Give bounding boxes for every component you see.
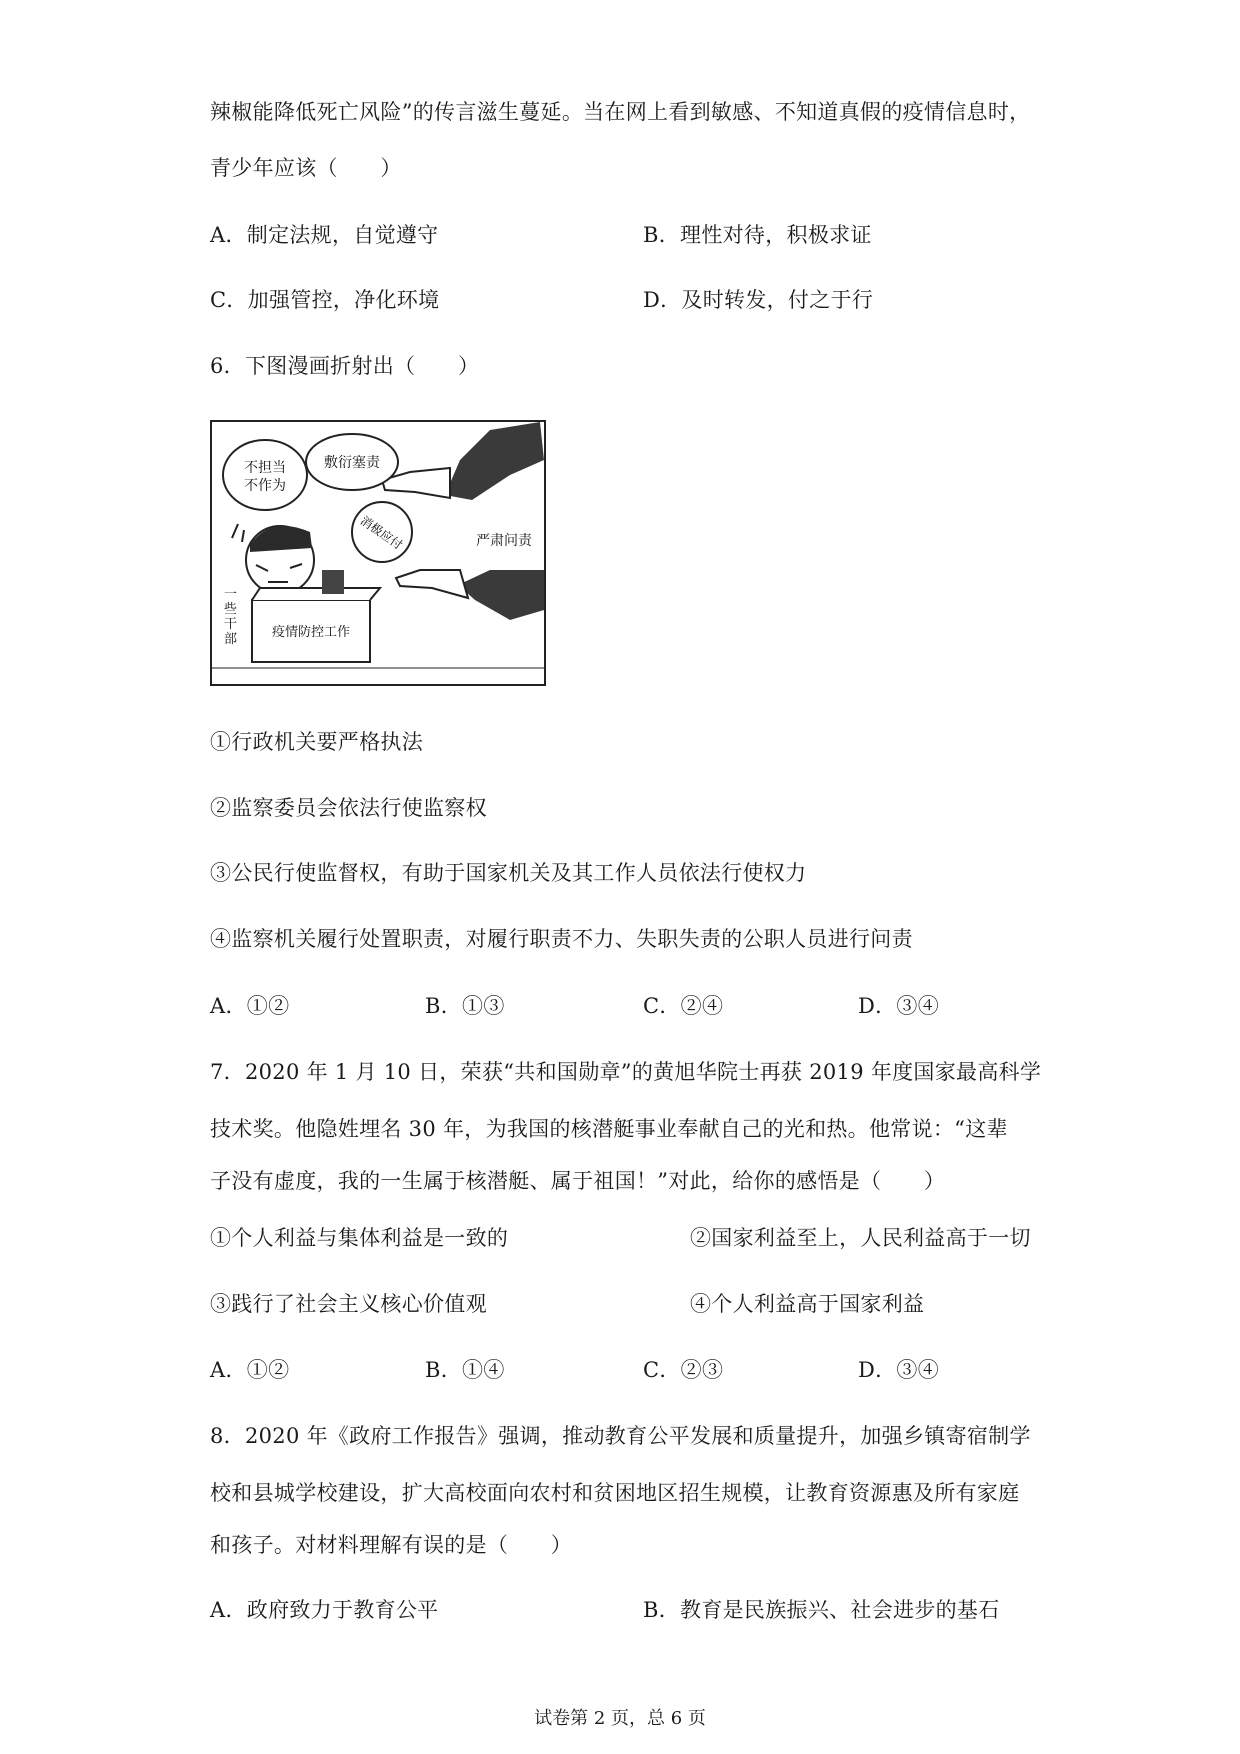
q8-option-b: B．教育是民族振兴、社会进步的基石 — [643, 1598, 1000, 1622]
q5-stem-line1: 辣椒能降低死亡风险”的传言滋生蔓延。当在网上看到敏感、不知道真假的疫情信息时， — [210, 100, 1031, 124]
q5-option-b: B．理性对待，积极求证 — [643, 223, 872, 247]
q8-stem-line3: 和孩子。对材料理解有误的是（ ） — [210, 1533, 573, 1557]
side-label: 一 些 干 部 — [224, 587, 238, 647]
cartoon-image — [210, 420, 546, 686]
svg-text:不作为: 不作为 — [244, 478, 286, 494]
q6-item-4: ④监察机关履行处置职责，对履行职责不力、失职失责的公职人员进行问责 — [210, 927, 913, 951]
hand-label: 严肃问责 — [476, 533, 532, 549]
bubble-label-1: 不担当 — [244, 460, 286, 476]
bubble-label-2: 敷衍塞责 — [324, 455, 380, 471]
q7-item-3: ③践行了社会主义核心价值观 — [210, 1292, 487, 1316]
q5-option-c: C．加强管控，净化环境 — [210, 288, 440, 312]
page-footer: 试卷第 2 页，总 6 页 — [534, 1708, 706, 1729]
q7-stem-line2: 技术奖。他隐姓埋名 30 年，为我国的核潜艇事业奉献自己的光和热。他常说：“这辈 — [210, 1117, 1008, 1141]
q7-stem-line1: 7．2020 年 1 月 10 日，荣获“共和国勋章”的黄旭华院士再获 2019 年度国家最高科学 — [210, 1060, 1042, 1084]
q6-item-1: ①行政机关要严格执法 — [210, 730, 423, 754]
q6-item-2: ②监察委员会依法行使监察权 — [210, 796, 487, 820]
q7-item-2: ②国家利益至上，人民利益高于一切 — [690, 1226, 1031, 1250]
bubble-label-3: 消极应付 — [357, 513, 406, 553]
q6-option-d: D．③④ — [858, 994, 940, 1018]
q7-option-c: C．②③ — [643, 1358, 724, 1382]
q7-option-a: A．①② — [210, 1358, 290, 1382]
q8-stem-line2: 校和县城学校建设，扩大高校面向农村和贫困地区招生规模，让教育资源惠及所有家庭 — [210, 1481, 1020, 1505]
q8-stem-line1: 8．2020 年《政府工作报告》强调，推动教育公平发展和质量提升，加强乡镇寄宿制学 — [210, 1424, 1031, 1448]
q7-option-d: D．③④ — [858, 1358, 940, 1382]
q6-stem: 6．下图漫画折射出（ ） — [210, 354, 480, 378]
q6-option-b: B．①③ — [425, 994, 505, 1018]
q5-stem-line2: 青少年应该（ ） — [210, 156, 402, 180]
q7-item-4: ④个人利益高于国家利益 — [690, 1292, 925, 1316]
q5-option-a: A．制定法规，自觉遵守 — [210, 223, 439, 247]
desk-label: 疫情防控工作 — [271, 625, 351, 640]
q8-option-a: A．政府致力于教育公平 — [210, 1598, 439, 1622]
q7-item-1: ①个人利益与集体利益是一致的 — [210, 1226, 509, 1250]
q6-option-a: A．①② — [210, 994, 290, 1018]
q7-option-b: B．①④ — [425, 1358, 505, 1382]
q5-option-d: D．及时转发，付之于行 — [643, 288, 874, 312]
q6-option-c: C．②④ — [643, 994, 724, 1018]
q6-item-3: ③公民行使监督权，有助于国家机关及其工作人员依法行使权力 — [210, 861, 807, 885]
q7-stem-line3: 子没有虚度，我的一生属于核潜艇、属于祖国！”对此，给你的感悟是（ ） — [210, 1169, 946, 1193]
